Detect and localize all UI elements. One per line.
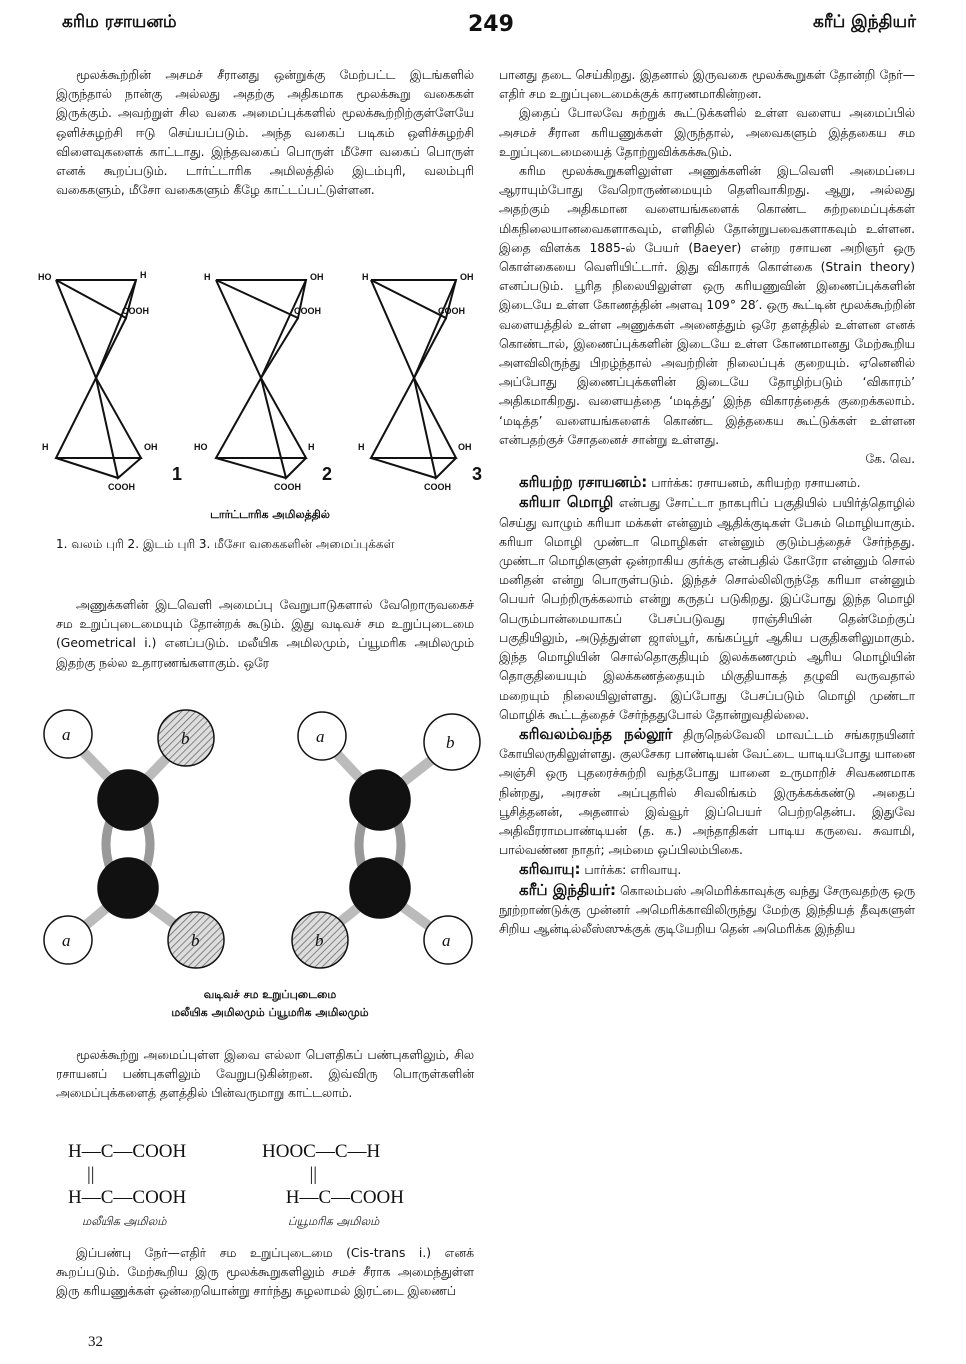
left-para-3: மூலக்கூற்று அமைப்புள்ள இவை எல்லா பௌதிகப் பண்புகளிலும், சில ரசாயனப் பண்புகளிலும் வேறுபடுகின்றன. இவ்விரு பொருள்களின் அமைப்புக்களைத் தளத்தில் பின்வருமாறு காட்டலாம். xyxy=(56,1048,474,1101)
label-m3-num: 3 xyxy=(472,464,483,484)
atom-label-b: b xyxy=(191,931,200,950)
entry-karivayu xyxy=(499,860,915,880)
entry-kariya-mozhi xyxy=(499,493,915,724)
right-para-1: பானது தடை செய்கிறது. இதனால் இருவகை மூலக்கூறுகள் தோன்றி நேர்—எதிர் சம உறுப்புடைமைக்குக் காரணமாகின்றன. xyxy=(499,68,915,102)
label-m3-bot-right: OH xyxy=(458,442,472,452)
right-para-2: இதைப் போலவே சுற்றுக் கூட்டுக்களில் உள்ள வளைய அமைப்பில் அசமச் சீரான கரியணுக்கள் இருந்தால், அவைகளும் இத்தகைய சம உறுப்புடைமையைத் தோற்றுவிக்கக்கூடும். xyxy=(499,106,915,159)
atom-label-b: b xyxy=(446,733,455,752)
tartaric-figure-list: 1. வலம் புரி 2. இடம் புரி 3. மீசோ வகைகளின் அமைப்புக்கள் xyxy=(56,537,395,551)
tartaric-figure-caption: டார்ட்டாரிக அமிலத்தில் xyxy=(210,508,330,521)
label-m1-bot-right: OH xyxy=(144,442,158,452)
label-m2-top-right: OH xyxy=(310,272,324,282)
entry-kariyatra-head: கரியற்ற ரசாயனம்: xyxy=(519,473,648,492)
label-m2-num: 2 xyxy=(322,464,333,484)
fumaric-formula: HOOC—C—H || H—C—COOH xyxy=(262,1141,404,1208)
folio-mark: 32 xyxy=(88,1334,103,1350)
atom-label-a: a xyxy=(62,931,71,950)
maleic-name: மலீயிக அமிலம் xyxy=(82,1214,167,1228)
entry-karivalam-text: திருநெல்வேலி மாவட்டம் சங்கரநயினர் கோயிலருகிலுள்ளது. குலசேகர பாண்டியன் வேட்டை யாடியபோது யானை அஞ்சி ஒரு புதரைச்சுற்றி வந்தபோது யானை உருமாறிச் சிவகணமாக நின்றது, அரசன் அப்புதரில் சிவலிங்கம் இருக்கக்கண்டு அதைப் பூசித்தனன், அதனால் இவ்வூர் இப்பெயர் பெற்றதென்ப. இதுவே அதிவீரராமபாண்டியன் (த. க.) அந்தாதிகள் பாடிய கருவை. சுவாமி, பால்வண்ண நாதர்; அம்மை ஒப்பிலம்பிகை. xyxy=(499,727,915,858)
entry-karivalam-head: கரிவலம்வந்த நல்லூர் xyxy=(519,724,673,743)
entry-kariya-mozhi-head: கரியா மொழி xyxy=(519,493,614,512)
entry-carib-indians xyxy=(499,881,915,940)
author-signature: கே. வெ. xyxy=(865,452,915,467)
label-m2-bot-left: HO xyxy=(194,442,208,452)
left-para-4: இப்பண்பு நேர்—எதிர் சம உறுப்புடைமை (Cis-trans i.) எனக் கூறப்படும். மேற்கூறிய இரு மூலக்கூறுகளிலும் சமச் சீராக அமைந்துள்ள இரு கரியணுக்கள் ஒன்றையொன்று சார்ந்து சுழலாமல் இரட்டை இணைப் xyxy=(56,1246,474,1299)
entry-kariyatra xyxy=(499,473,915,493)
label-m3-bot: COOH xyxy=(424,482,451,492)
label-m2-mid: COOH xyxy=(294,306,321,316)
label-m3-mid: COOH xyxy=(438,306,465,316)
atom-label-b: b xyxy=(315,931,324,950)
left-para-1: மூலக்கூற்றின் அசமச் சீரானது ஒன்றுக்கு மேற்பட்ட இடங்களில் இருந்தால் நான்கு அல்லது அதற்கு அதிகமாக மூலக்கூறு வகைகள் இருக்கும். அவற்றுள் சில வகை அமைப்புக்களில் மூலக்கூற்றிற்குள்ளேயே ஒளிச்சுழற்சி ஈடு செய்யப்படும். அந்த வகைப் படிகம் ஒளிச்சுழற்சி விளைவுகளைக் காட்டாது. இந்தவகைப் பொருள் மீசோ வகைப் பொருள் எனக் கூறப்படும். டார்ட்டாரிக அமிலத்தில் இடம்புரி, வலம்புரி வகைகளும், மீசோ வகைகளும் கீழே காட்டப்பட்டுள்ளன. xyxy=(56,68,474,198)
label-m2-bot: COOH xyxy=(274,482,301,492)
running-head-left: கரிம ரசாயனம் xyxy=(62,12,177,32)
geometric-isomerism-figure xyxy=(36,708,482,980)
right-para-3: கரிம மூலக்கூறுகளிலுள்ள அணுக்களின் இடவெளி அமைப்பை ஆராயும்போது வேறொருண்மையும் தெளிவாகிறது. ஆறு, அல்லது அதற்கும் அதிகமான வளையங்களைக் கொண்ட சுற்றமைப்புக்கள் மிகநிலையானவைகளாகவும், எளிதில் தோன்றுபவைகளாகவும் உள்ளன. இதை விளக்க 1885-ல் பேயர் (Baeyer) என்ற ரசாயன அறிஞர் ஒரு கொள்கையை வெளியிட்டார். இது விகாரக் கொள்கை (Strain theory) எனப்படும். பூரித நிலையிலுள்ள ஒரு கரியணுவின் இணைப்புக்களின் இடையே உள்ள கோணத்தின் அளவு 109° 28′. ஒரு கூட்டின் மூலக்கூற்றின் வளையத்தில் உள்ள அணுக்கள் அனைத்தும் ஒரே தளத்தில் உள்ளன எனக் கொண்டால், இணைப்புக்களின் இடையே உள்ள கோணமானது மேற்கூறிய அளவிலிருந்து பிறழ்ந்தால் அவற்றின் நிலைப்புக் குறையும். ஏனெனில் அப்போது இணைப்புக்களின் இடையே தோழிற்படும் ‘விகாரம்’ அதிகமாகிறது. வளையத்தை ‘மடித்து’ இந்த விகாரத்தைக் குறைக்கலாம். ‘மடித்த’ வளையங்களைக் கொண்ட இத்தகைய கூட்டுக்கள் உள்ளன என்பதற்குச் சோதனைச் சான்று உள்ளது. xyxy=(499,164,915,447)
running-head-right: கரீப் இந்தியர் xyxy=(812,12,916,32)
atom-label-b: b xyxy=(181,729,190,748)
label-m1-top-right: H xyxy=(140,270,147,280)
atom-label-a: a xyxy=(316,727,325,746)
entry-kariyatra-text: பார்க்க: ரசாயனம், கரியற்ற ரசாயனம். xyxy=(651,476,861,491)
label-m1-bot-left: H xyxy=(42,442,49,452)
entry-karivayu-text: பார்க்க: எரிவாயு. xyxy=(584,863,682,878)
page-number: 249 xyxy=(468,12,514,37)
entry-kariya-mozhi-text: என்பது சோட்டா நாகபுரிப் பகுதியில் பயிர்த்தொழில் செய்து வாழும் கரியா மக்கள் என்னும் ஆதிக்குடிகள் பேசும் மொழியாகும். கரியா மொழி முண்டா மொழிகள் என்னும் குடும்பத்தைச் சேர்ந்தது. முண்டா மொழிகளுள் ஒன்றாகிய குர்க்கு என்பதில் கோரோ என்னும் சொல் மனிதன் என்று பொருள்படும். இந்தச் சொல்லிலிருந்தே கரியா என்னும் பெயர் பெற்றிருக்கலாம் என்று கருதப் படுகிறது. இப்போது இந்த மொழி பெரும்பான்மையாகப் பேசப்படுவது ராஞ்சியின் தென்மேற்குப் பகுதியிலும், அடுத்துள்ள ஜாஸ்பூர், கங்கப்பூர் ஆகிய பகுதிகளிலுமாகும். இந்த மொழியின் சொல்தொகுதியும் இலக்கணமும் ஆரிய மொழியின் தொகுதியையும் இலக்கணத்தையும் மிகுதியாகத் தழுவி வருவதால் மறையும் நிலையிலுள்ளது. இப்போது பேசப்படும் மொழி முண்டா மொழிக் கூட்டத்தைச் சேர்ந்ததுபோல் தோன்றுவதில்லை. xyxy=(499,496,915,722)
geometric-figure-caption-2: மலீயிக அமிலமும் ப்யூமரிக அமிலமும் xyxy=(171,1006,369,1019)
label-m1-num: 1 xyxy=(172,464,183,484)
left-para-2: அணுக்களின் இடவெளி அமைப்பு வேறுபாடுகளால் வேறொருவகைச் சம உறுப்புடைமையும் தோன்றக் கூடும். இது வடிவச் சம உறுப்புடைமை (Geometrical i.) எனப்படும். மலீயிக அமிலமும், ப்யூமரிக அமிலமும் இதற்கு நல்ல உதாரணங்களாகும். ஒரே xyxy=(56,598,474,670)
geometric-figure-caption-1: வடிவச் சம உறுப்புடைமை xyxy=(203,988,337,1001)
entry-carib-indians-text: கொலம்பஸ் அமெரிக்காவுக்கு வந்து சேருவதற்கு ஒரு நூற்றாண்டுக்கு முன்னர் அமெரிக்காவிலிருந்து மேற்கு இந்தியத் தீவுகளுள் சிறிய ஆன்டில்லீஸ்ஸுக்குக் குடியேறிய தென் அமெரிக்க இந்திய xyxy=(499,883,915,936)
label-m2-top-left: H xyxy=(204,272,211,282)
entry-karivalam xyxy=(499,725,915,860)
maleic-formula: H—C—COOH || H—C—COOH xyxy=(68,1141,187,1208)
label-m1-mid: COOH xyxy=(122,306,149,316)
label-m3-top-left: H xyxy=(362,272,369,282)
tartaric-acid-figure xyxy=(36,268,486,494)
right-column xyxy=(499,66,915,939)
fumaric-name: ப்யூமரிக அமிலம் xyxy=(288,1214,380,1228)
atom-label-a: a xyxy=(62,725,71,744)
entry-carib-indians-head: கரீப் இந்தியர்: xyxy=(519,880,617,899)
label-m3-bot-left: H xyxy=(358,442,365,452)
atom-label-a: a xyxy=(442,931,451,950)
label-m1-top-left: HO xyxy=(38,272,52,282)
entry-karivayu-head: கரிவாயு: xyxy=(519,860,581,879)
label-m2-bot-right: H xyxy=(308,442,315,452)
label-m1-bot: COOH xyxy=(108,482,135,492)
label-m3-top-right: OH xyxy=(460,272,474,282)
